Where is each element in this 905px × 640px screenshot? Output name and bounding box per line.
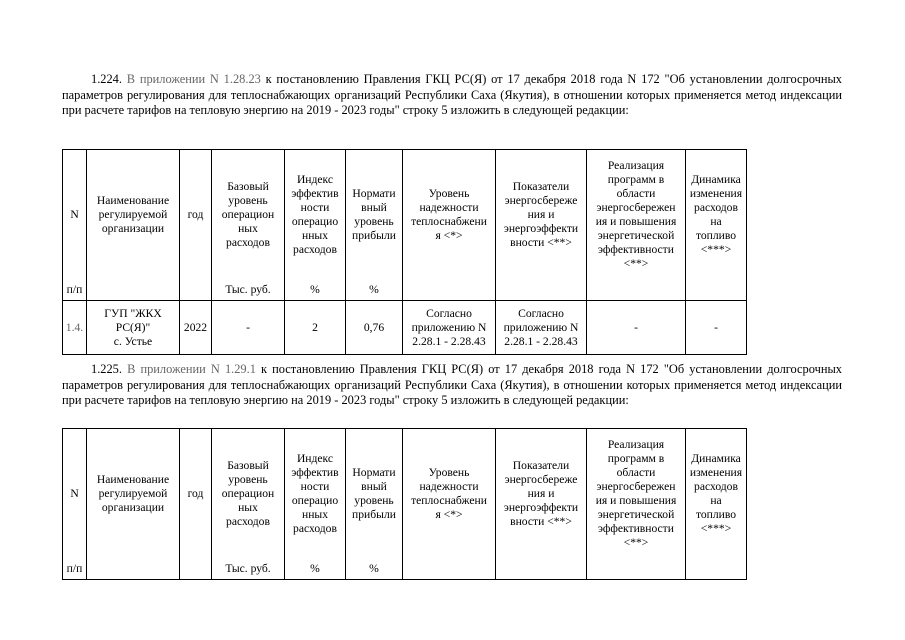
row-reliability (403, 301, 496, 355)
row-fuel-dynamics: - (686, 301, 747, 355)
unit-cell (180, 280, 212, 301)
cell-line: Базовый (227, 180, 269, 193)
cell-line: ности (300, 201, 330, 214)
cell-line: Реализация (607, 438, 665, 451)
cell-line: Уровень (428, 187, 470, 200)
cell-line: 2.28.1 - 2.28.43 (504, 334, 578, 348)
col-header-energy-saving (496, 429, 587, 560)
cell-line: вный (361, 480, 387, 493)
table-units-row (63, 280, 747, 301)
cell-line: энергоэффекти (503, 222, 579, 235)
unit-cell (686, 280, 747, 301)
cell-line: теплоснабжени (411, 215, 487, 228)
cell-line: <***> (700, 243, 732, 256)
col-header-reliability (403, 429, 496, 560)
cell-line: Нормати (352, 466, 396, 479)
col-header-programs (587, 429, 686, 560)
unit-cell (686, 559, 747, 580)
cell-line: регулируемой (98, 487, 168, 500)
cell-line: приложению N (503, 320, 579, 334)
unit-cell (403, 559, 496, 580)
cell-line: области (616, 187, 656, 200)
unit-cell (587, 280, 686, 301)
cell-line: энергосбереже (504, 473, 578, 486)
cell-line: ных (238, 222, 258, 235)
cell-line: ния и (527, 487, 555, 500)
section-1225-paragraph (62, 362, 842, 409)
cell-line: прибыли (352, 229, 396, 242)
cell-line: Уровень (428, 466, 470, 479)
table-header-row (63, 429, 747, 560)
cell-line: надежности (419, 480, 479, 493)
cell-line: программ в (607, 173, 665, 186)
cell-line: надежности (419, 201, 479, 214)
cell-line: изменения (689, 466, 743, 479)
cell-line: прибыли (352, 508, 396, 521)
cell-line: энергетической (597, 229, 675, 242)
cell-line: расходов (226, 515, 270, 528)
table-header-row (63, 150, 747, 281)
cell-line: Нормати (352, 187, 396, 200)
cell-line: Показатели (512, 180, 570, 193)
unit-cell: % (285, 280, 346, 301)
cell-line: эффектив (291, 187, 339, 200)
col-header-fuel-dynamics (686, 150, 747, 281)
cell-line: Наименование (96, 194, 170, 207)
unit-cell: п/п (63, 280, 87, 301)
row-base-opex: - (212, 301, 285, 355)
cell-line: с. Устье (113, 334, 153, 348)
cell-line: Согласно (518, 306, 564, 320)
cell-line: вный (361, 201, 387, 214)
cell-line: Индекс (296, 452, 334, 465)
cell-line: операцио (291, 494, 339, 507)
cell-line: уровень (228, 473, 268, 486)
cell-line: топливо (695, 508, 737, 521)
cell-line: ГУП "ЖКХ (104, 306, 162, 320)
col-header-organization (87, 429, 180, 560)
cell-line: эффектив (291, 466, 339, 479)
table-units-row (63, 559, 747, 580)
paragraph-body: к постановлению Правления ГКЦ РС(Я) от 17 декабря 2018 года N 172 "Об установлении долгосрочных параметров регулирования для теплоснабжающих организаций Республики Саха (Якутия), в отношении которых применяется метод индексации при расчете тарифов на тепловую энергию на 2019 - 2023 годы" строку 5 изложить в следующей редакции: (62, 72, 843, 117)
paragraph-body: к постановлению Правления ГКЦ РС(Я) от 17 декабря 2018 года N 172 "Об установлении долгосрочных параметров регулирования для теплоснабжающих организаций Республики Саха (Якутия), в отношении которых применяется метод индексации при расчете тарифов на тепловую энергию на 2019 - 2023 годы" строку 5 изложить в следующей редакции: (62, 362, 842, 407)
unit-cell (87, 559, 180, 580)
tariff-table-2 (62, 428, 747, 580)
cell-line: ия и повышения (595, 494, 677, 507)
appendix-reference-link[interactable]: В приложении N 1.28.23 (126, 72, 261, 86)
col-header-base-opex (212, 150, 285, 281)
cell-line: Индекс (296, 173, 334, 186)
cell-line: Динамика (691, 452, 741, 465)
section-1224-paragraph (62, 72, 842, 119)
cell-line: нных (302, 229, 328, 242)
cell-line: <**> (623, 257, 649, 270)
unit-cell (496, 559, 587, 580)
cell-line: ия и повышения (595, 215, 677, 228)
section-number: 1.224. (91, 72, 122, 86)
cell-line: энергетической (597, 508, 675, 521)
cell-line: год (187, 208, 204, 221)
cell-line: я <*> (435, 229, 463, 242)
cell-line: расходов (293, 243, 337, 256)
cell-line: эффективности (598, 243, 674, 256)
cell-line: эффективности (598, 522, 674, 535)
cell-line: <**> (623, 536, 649, 549)
col-header-organization (87, 150, 180, 281)
cell-line: операцион (221, 208, 275, 221)
unit-cell: % (346, 280, 403, 301)
col-header-energy-saving (496, 150, 587, 281)
col-header-programs (587, 150, 686, 281)
cell-line: расходов (293, 522, 337, 535)
cell-line: уровень (354, 494, 394, 507)
col-header-reliability (403, 150, 496, 281)
unit-cell (587, 559, 686, 580)
cell-line: операцион (221, 487, 275, 500)
unit-cell: % (285, 559, 346, 580)
appendix-reference-link[interactable]: В приложении N 1.29.1 (127, 362, 256, 376)
unit-cell: Тыс. руб. (212, 559, 285, 580)
col-header-year (180, 150, 212, 281)
row-profit-level: 0,76 (346, 301, 403, 355)
unit-cell (496, 280, 587, 301)
unit-cell (403, 280, 496, 301)
col-header-year (180, 429, 212, 560)
section-number: 1.225. (91, 362, 122, 376)
cell-line: Наименование (96, 473, 170, 486)
cell-line: энергосбережен (596, 480, 676, 493)
col-header-fuel-dynamics (686, 429, 747, 560)
unit-cell: % (346, 559, 403, 580)
cell-line: приложению N (411, 320, 487, 334)
cell-line: год (187, 487, 204, 500)
row-programs: - (587, 301, 686, 355)
cell-line: Показатели (512, 459, 570, 472)
unit-cell (180, 559, 212, 580)
cell-line: я <*> (435, 508, 463, 521)
cell-line: Динамика (691, 173, 741, 186)
cell-line: РС(Я)" (115, 320, 151, 334)
row-number: 1.4. (63, 301, 87, 355)
cell-line: Базовый (227, 459, 269, 472)
cell-line: нных (302, 508, 328, 521)
cell-line: энергосбережен (596, 201, 676, 214)
table-row (63, 301, 747, 355)
tariff-table-1 (62, 149, 747, 355)
col-header-n (63, 150, 87, 281)
cell-line: изменения (689, 187, 743, 200)
cell-line: на (710, 494, 722, 507)
cell-line: ных (238, 501, 258, 514)
row-organization (87, 301, 180, 355)
cell-line: энергосбереже (504, 194, 578, 207)
unit-cell: Тыс. руб. (212, 280, 285, 301)
col-header-efficiency-index (285, 150, 346, 281)
unit-cell (87, 280, 180, 301)
cell-line: ности (300, 480, 330, 493)
cell-line: расходов (694, 201, 738, 214)
col-header-base-opex (212, 429, 285, 560)
cell-line: расходов (226, 236, 270, 249)
cell-line: Реализация (607, 159, 665, 172)
row-year: 2022 (180, 301, 212, 355)
row-energy-saving (496, 301, 587, 355)
row-efficiency-index: 2 (285, 301, 346, 355)
col-header-profit-level (346, 429, 403, 560)
cell-line: программ в (607, 452, 665, 465)
cell-line: N (70, 487, 79, 500)
cell-line: уровень (228, 194, 268, 207)
cell-line: N (70, 208, 79, 221)
cell-line: организации (101, 501, 165, 514)
cell-line: области (616, 466, 656, 479)
cell-line: ния и (527, 208, 555, 221)
cell-line: вности <**> (510, 236, 572, 249)
cell-line: <***> (700, 522, 732, 535)
col-header-efficiency-index (285, 429, 346, 560)
cell-line: уровень (354, 215, 394, 228)
cell-line: вности <**> (510, 515, 572, 528)
cell-line: расходов (694, 480, 738, 493)
cell-line: операцио (291, 215, 339, 228)
cell-line: регулируемой (98, 208, 168, 221)
cell-line: 2.28.1 - 2.28.43 (412, 334, 486, 348)
cell-line: топливо (695, 229, 737, 242)
cell-line: теплоснабжени (411, 494, 487, 507)
cell-line: на (710, 215, 722, 228)
col-header-n (63, 429, 87, 560)
cell-line: организации (101, 222, 165, 235)
unit-cell: п/п (63, 559, 87, 580)
col-header-profit-level (346, 150, 403, 281)
cell-line: энергоэффекти (503, 501, 579, 514)
cell-line: Согласно (426, 306, 472, 320)
